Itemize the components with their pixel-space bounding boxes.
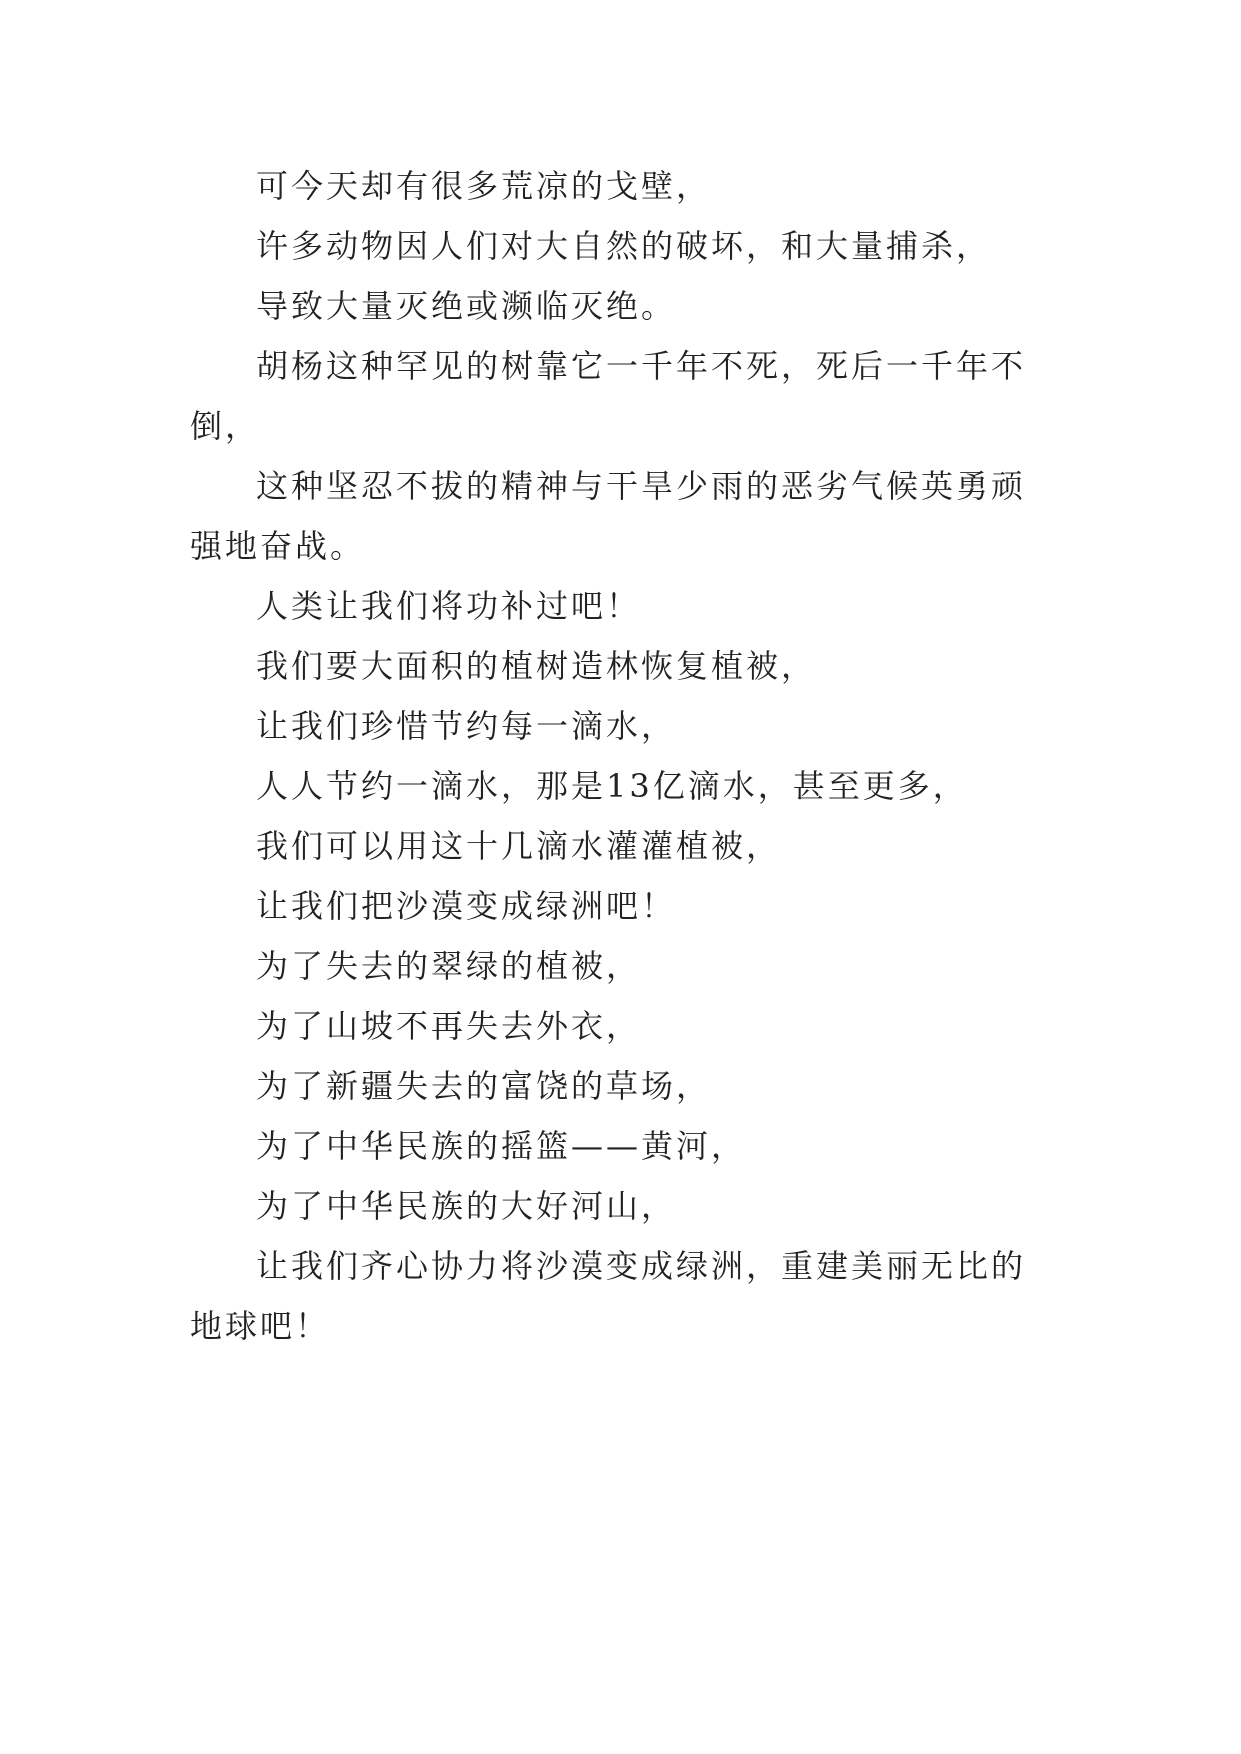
paragraph: 为了中华民族的摇篮——黄河， bbox=[256, 1127, 747, 1165]
paragraph: 让我们珍惜节约每一滴水， bbox=[256, 707, 677, 745]
paragraph: 为了山坡不再失去外衣， bbox=[256, 1007, 642, 1045]
paragraph: 这种坚忍不拔的精神与干旱少雨的恶劣气候英勇顽强地奋战。 bbox=[190, 467, 1027, 565]
paragraph: 胡杨这种罕见的树靠它一千年不死，死后一千年不倒， bbox=[190, 347, 1027, 445]
paragraph: 导致大量灭绝或濒临灭绝。 bbox=[256, 287, 677, 325]
paragraph: 我们可以用这十几滴水灌灌植被， bbox=[256, 827, 782, 865]
paragraph: 可今天却有很多荒凉的戈壁， bbox=[256, 167, 712, 205]
paragraph: 让我们齐心协力将沙漠变成绿洲，重建美丽无比的地球吧！ bbox=[190, 1247, 1027, 1345]
paragraph: 为了新疆失去的富饶的草场， bbox=[256, 1067, 712, 1105]
paragraph: 许多动物因人们对大自然的破坏，和大量捕杀， bbox=[256, 227, 992, 265]
paragraph: 为了失去的翠绿的植被， bbox=[256, 947, 642, 985]
paragraph: 人人节约一滴水，那是13亿滴水，甚至更多， bbox=[256, 767, 968, 805]
document-body bbox=[190, 156, 1050, 1356]
paragraph: 人类让我们将功补过吧！ bbox=[256, 587, 642, 625]
paragraph: 为了中华民族的大好河山， bbox=[256, 1187, 677, 1225]
paragraph: 让我们把沙漠变成绿洲吧！ bbox=[256, 887, 677, 925]
paragraph: 我们要大面积的植树造林恢复植被， bbox=[256, 647, 817, 685]
